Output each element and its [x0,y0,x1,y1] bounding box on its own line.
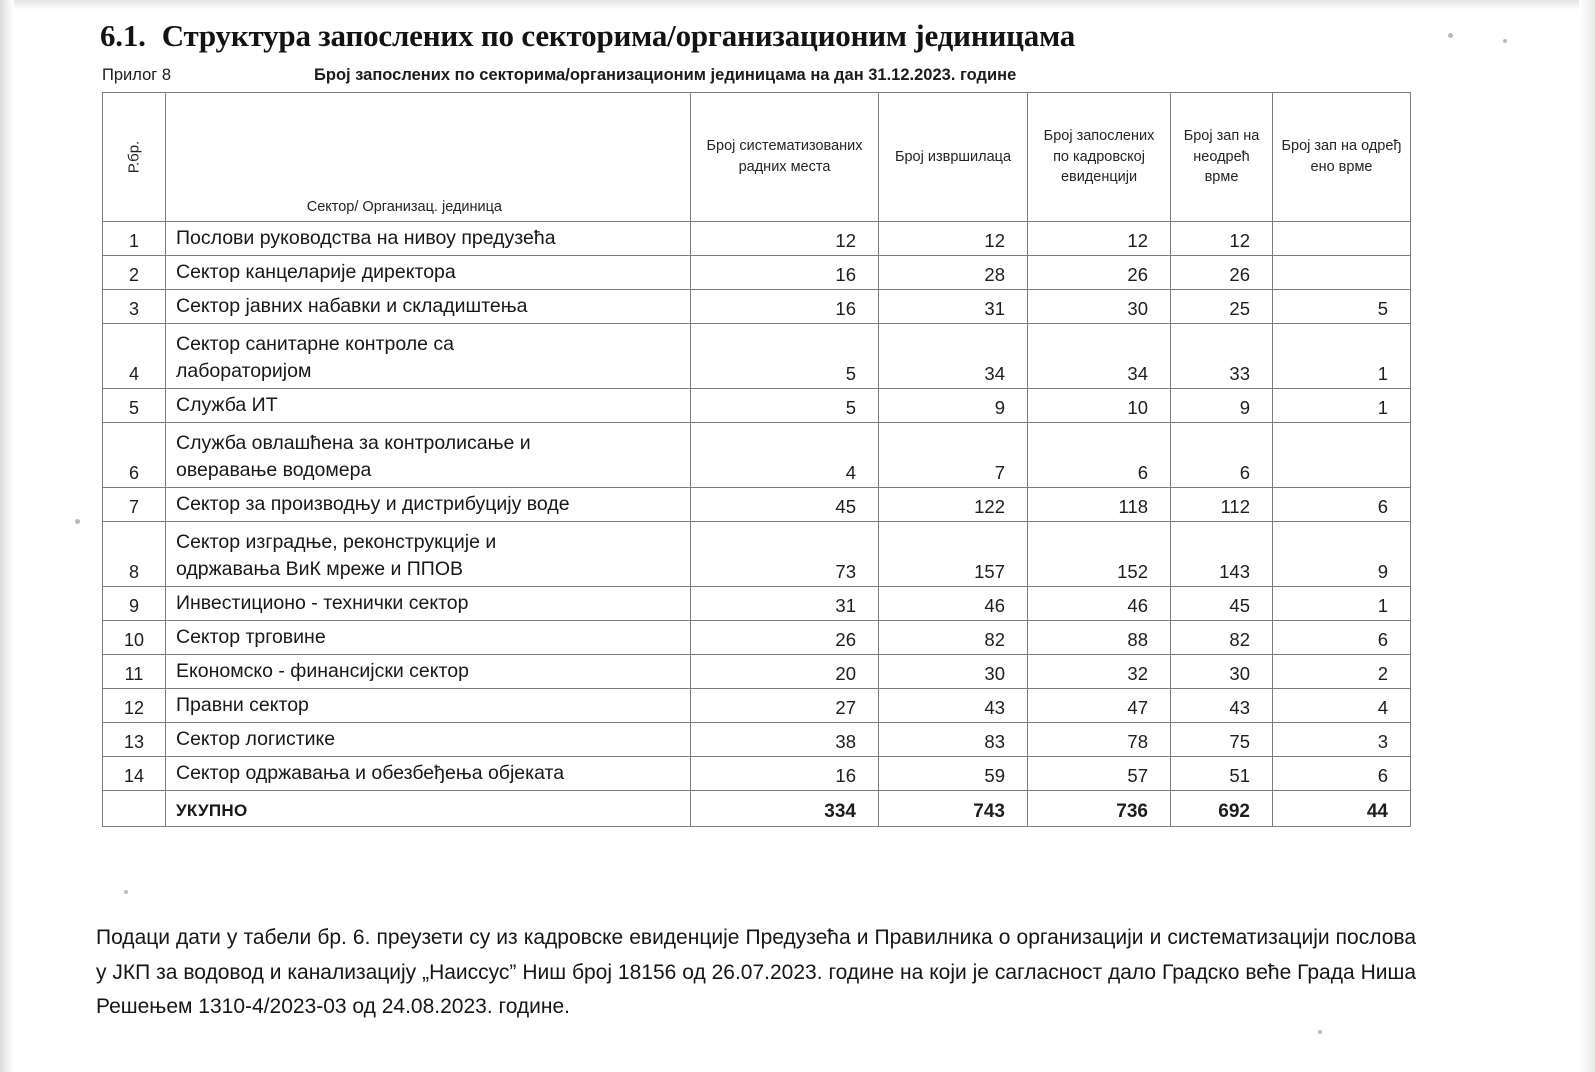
row-sector-name [166,757,691,791]
row-executors: 83 [879,723,1028,757]
row-executors: 82 [879,621,1028,655]
row-sector-name [166,689,691,723]
row-indefinite: 112 [1171,488,1273,522]
total-row-number [103,791,166,827]
row-executors: 46 [879,587,1028,621]
row-indefinite: 43 [1171,689,1273,723]
row-sector-name [166,222,691,256]
row-indefinite: 143 [1171,522,1273,587]
row-indefinite: 26 [1171,256,1273,290]
row-indefinite: 75 [1171,723,1273,757]
total-indefinite: 692 [1171,791,1273,827]
row-sector-name-line1: Правни сектор [176,694,309,717]
row-definite: 6 [1273,757,1411,791]
row-sector-name [166,587,691,621]
row-definite: 1 [1273,324,1411,389]
row-indefinite: 30 [1171,655,1273,689]
row-sector-name [166,655,691,689]
row-indefinite: 9 [1171,389,1273,423]
row-executors: 43 [879,689,1028,723]
row-systematized: 5 [691,389,879,423]
row-sector-name [166,488,691,522]
table-caption [102,66,1412,88]
row-sector-name-line1: Сектор канцеларије директора [176,261,456,284]
row-hr-records: 6 [1028,423,1171,488]
table-row [103,389,1411,423]
row-hr-records: 34 [1028,324,1171,389]
row-sector-name [166,324,691,389]
row-definite: 2 [1273,655,1411,689]
column-header-indefinite [1171,93,1273,222]
row-sector-name [166,621,691,655]
row-systematized: 26 [691,621,879,655]
table-row [103,290,1411,324]
row-executors: 122 [879,488,1028,522]
table-row [103,324,1411,389]
total-hr-records: 736 [1028,791,1171,827]
row-indefinite: 82 [1171,621,1273,655]
row-sector-name-line1: Сектор санитарне контроле са [176,333,454,356]
row-sector-name-line1: Служба овлашћена за контролисање и [176,432,531,455]
column-header-rbr [103,93,166,222]
row-sector-name-line1: Економско - финансијски сектор [176,660,469,683]
row-definite: 4 [1273,689,1411,723]
row-number: 8 [103,522,166,587]
row-number: 5 [103,389,166,423]
row-indefinite: 12 [1171,222,1273,256]
table-row [103,621,1411,655]
row-hr-records: 88 [1028,621,1171,655]
column-header-sector [166,93,691,222]
row-definite: 1 [1273,587,1411,621]
row-definite: 6 [1273,621,1411,655]
column-header-rbr-label: Р.бр. [125,140,143,174]
row-executors: 12 [879,222,1028,256]
table-caption-text: Број запослених по секторима/организационим јединицама на дан 31.12.2023. године [314,66,1017,84]
row-number: 3 [103,290,166,324]
row-definite: 6 [1273,488,1411,522]
row-number: 11 [103,655,166,689]
table-row [103,488,1411,522]
column-header-sector-label: Сектор/ Организац. јединица [306,199,502,215]
row-systematized: 38 [691,723,879,757]
row-definite: 9 [1273,522,1411,587]
table-header-row [103,93,1411,222]
row-executors: 31 [879,290,1028,324]
scan-speck [75,519,80,524]
row-sector-name [166,423,691,488]
table-row [103,723,1411,757]
row-sector-name-line1: Инвестиционо - технички сектор [176,592,469,615]
row-systematized: 73 [691,522,879,587]
footer-note [96,921,1416,1025]
row-hr-records: 152 [1028,522,1171,587]
row-executors: 7 [879,423,1028,488]
row-systematized: 5 [691,324,879,389]
column-header-definite [1273,93,1411,222]
row-executors: 28 [879,256,1028,290]
row-sector-name [166,522,691,587]
row-executors: 157 [879,522,1028,587]
row-indefinite: 45 [1171,587,1273,621]
row-hr-records: 78 [1028,723,1171,757]
total-label: УКУПНО [166,791,691,827]
row-executors: 59 [879,757,1028,791]
total-executors: 743 [879,791,1028,827]
row-hr-records: 12 [1028,222,1171,256]
table-row [103,587,1411,621]
table-row [103,522,1411,587]
scan-speck [1503,39,1507,43]
row-hr-records: 26 [1028,256,1171,290]
row-sector-name [166,290,691,324]
row-indefinite: 6 [1171,423,1273,488]
column-header-definite-label: Број зап на одређ ено врме [1281,138,1402,175]
table-row [103,256,1411,290]
row-definite: 3 [1273,723,1411,757]
row-sector-name-line1: Сектор одржавања и обезбеђења објеката [176,762,565,785]
scan-speck [1318,1030,1322,1034]
section-title-text: Структура запослених по секторима/организационим јединицама [161,18,1076,53]
row-number: 12 [103,689,166,723]
row-executors: 34 [879,324,1028,389]
row-definite [1273,256,1411,290]
row-systematized: 20 [691,655,879,689]
total-definite: 44 [1273,791,1411,827]
table-row [103,689,1411,723]
row-sector-name-line2: оверавање водомера [176,459,372,482]
row-definite: 5 [1273,290,1411,324]
row-number: 1 [103,222,166,256]
column-header-executors [879,93,1028,222]
row-sector-name-line2: одржавања ВиК мреже и ППОВ [176,558,463,581]
employees-by-sector-table [102,92,1411,827]
row-sector-name [166,723,691,757]
row-hr-records: 118 [1028,488,1171,522]
total-systematized: 334 [691,791,879,827]
row-number: 9 [103,587,166,621]
row-systematized: 16 [691,290,879,324]
row-systematized: 31 [691,587,879,621]
table-row [103,222,1411,256]
footer-note-paragraph: Подаци дати у табели бр. 6. преузети су из кадровске евиденције Предузећа и Правилника о организацији и систематизацији послова у ЈКП за водовод и канализацију „Наиссус” Ниш број 18156 од 26.07.2023. године на који је сагласност дало Градско веће Града Ниша Решењем 1310-4/2023-03 од 24.08.2023. године. [96,926,1416,1019]
row-hr-records: 10 [1028,389,1171,423]
row-systematized: 16 [691,757,879,791]
table-row [103,423,1411,488]
row-number: 4 [103,324,166,389]
annex-label: Прилог 8 [102,66,172,84]
row-systematized: 16 [691,256,879,290]
row-number: 10 [103,621,166,655]
row-hr-records: 30 [1028,290,1171,324]
row-number: 7 [103,488,166,522]
table-row [103,655,1411,689]
row-sector-name-line1: Послови руководства на нивоу предузећа [176,227,556,250]
row-number: 14 [103,757,166,791]
row-sector-name-line1: Сектор јавних набавки и складиштења [176,295,528,318]
row-hr-records: 47 [1028,689,1171,723]
column-header-hr-records-label: Број запослених по кадровској евиденцији [1043,128,1155,186]
column-header-hr-records [1028,93,1171,222]
row-sector-name-line1: Сектор трговине [176,626,326,649]
row-definite: 1 [1273,389,1411,423]
row-indefinite: 51 [1171,757,1273,791]
row-sector-name [166,389,691,423]
column-header-executors-label: Број извршилаца [894,148,1012,165]
table-row [103,757,1411,791]
row-number: 6 [103,423,166,488]
scan-speck [124,890,128,894]
row-number: 13 [103,723,166,757]
row-sector-name-line1: Служба ИТ [176,394,278,417]
row-hr-records: 32 [1028,655,1171,689]
table-body [103,222,1411,827]
row-number: 2 [103,256,166,290]
column-header-systematized [691,93,879,222]
row-systematized: 27 [691,689,879,723]
row-executors: 9 [879,389,1028,423]
row-indefinite: 33 [1171,324,1273,389]
row-definite [1273,423,1411,488]
row-sector-name-line1: Сектор за производњу и дистрибуцију воде [176,493,570,516]
row-sector-name-line2: лабораторијом [176,360,312,383]
row-systematized: 12 [691,222,879,256]
row-systematized: 45 [691,488,879,522]
section-number: 6.1. [100,18,146,53]
row-sector-name-line1: Сектор изградње, реконструкције и [176,531,497,554]
column-header-indefinite-label: Број зап на неодрећ врме [1183,128,1260,186]
row-hr-records: 57 [1028,757,1171,791]
column-header-systematized-label: Број систематизованих радних места [706,138,863,175]
row-hr-records: 46 [1028,587,1171,621]
row-systematized: 4 [691,423,879,488]
row-sector-name [166,256,691,290]
row-sector-name-line1: Сектор логистике [176,728,336,751]
row-executors: 30 [879,655,1028,689]
scan-speck [1448,33,1453,38]
table-total-row [103,791,1411,827]
row-definite [1273,222,1411,256]
row-indefinite: 25 [1171,290,1273,324]
page-title [100,18,1075,54]
